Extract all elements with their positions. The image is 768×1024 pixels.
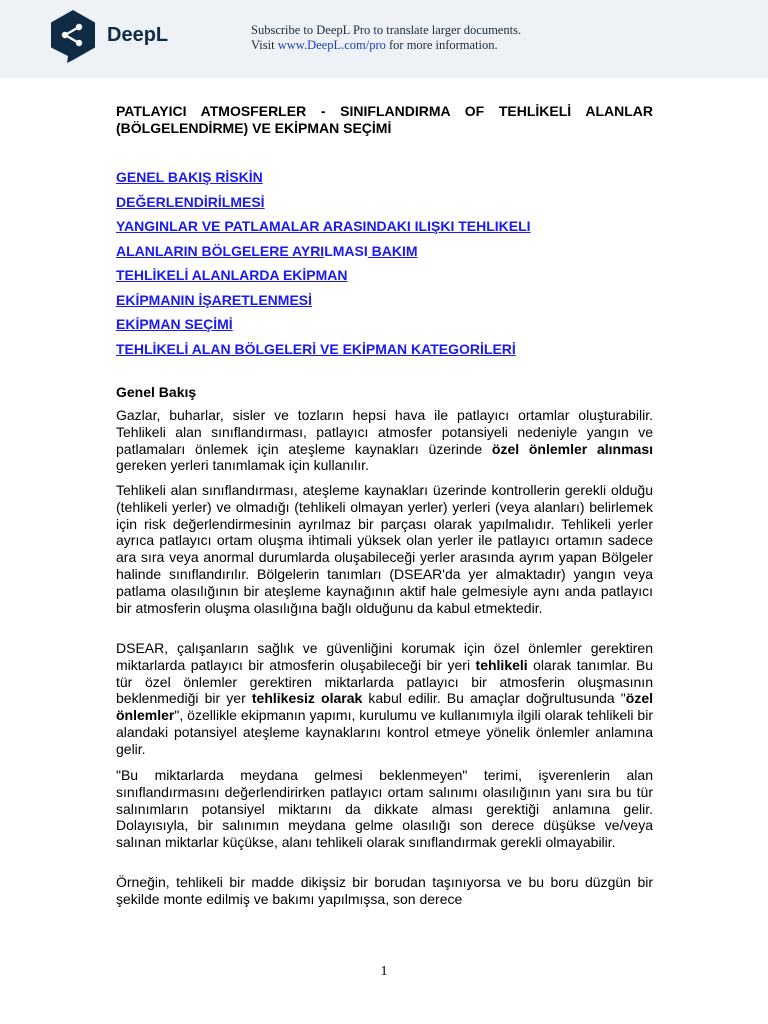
toc-link-unlinked: LMASI	[324, 242, 368, 259]
toc-item[interactable]	[116, 337, 676, 362]
toc-link[interactable]: TEHLİKELİ ALANLARDA EKİPMAN	[116, 267, 348, 283]
toc-link[interactable]: BAKIM	[367, 242, 418, 259]
toc-item[interactable]	[116, 263, 676, 288]
toc-item[interactable]	[116, 190, 676, 215]
deepl-logo-icon	[48, 9, 98, 64]
bold-run: tehlikesiz olarak	[251, 690, 363, 707]
paragraph-5: Örneğin, tehlikeli bir madde dikişsiz bir borudan taşınıyorsa ve bu boru düzgün bir şekilde monte edilmiş ve bakımı yapılmışsa, son derece	[116, 874, 653, 907]
section-heading: Genel Bakış	[116, 384, 197, 400]
deepl-logo-text: DeepL	[107, 24, 169, 46]
toc-item[interactable]	[116, 165, 676, 190]
text-run: gereken yerleri tanımlamak için kullanılır.	[116, 457, 369, 474]
bold-run: özel önlemler	[116, 690, 654, 724]
toc-item[interactable]	[116, 288, 676, 313]
deepl-pro-link[interactable]: www.DeepL.com/pro	[277, 38, 386, 52]
toc-link[interactable]: TEHLİKELİ ALAN BÖLGELERİ VE EKİPMAN KATEGORİLERİ	[116, 340, 516, 357]
paragraph-2: Tehlikeli alan sınıflandırması, ateşleme kaynakları üzerinde kontrollerin gerekli olduğu (tehlikeli yerler) ve olmadığı (tehlikeli olmayan yerler) yerleri (veya alanları) belirlemek için risk değerlendirmesinin ayrılmaz bir parçası olarak yapılmalıdır. Tehlikeli yerler ayrıca patlayıcı ortam oluşma ihtimali yüksek olan yerler ile patlayıcı ortamın sadece ara sıra veya anormal durumlarda oluşabileceği yerler arasında ayrım yapan Bölgeler halinde sınıflandırılır. Bölgelerin tanımları (DSEAR'da yer almaktadır) yangın veya patlama olasılığının bir ateşleme kaynağının aktif hale gelmesiyle aynı anda patlayıcı bir atmosferin oluşma olasılığına bağlı olduğunu da kabul etmektedir.	[116, 482, 653, 616]
deepl-banner	[0, 0, 768, 78]
text-run: ", özellikle ekipmanın yapımı, kurulumu ve kullanımıyla ilgili olarak tehlikeli bir alandaki potansiyel ateşleme kaynaklarını kontrol etmeye yönelik önlemler anlamına gelir.	[116, 707, 653, 757]
paragraph-3	[116, 640, 653, 758]
text-run: Gazlar, buharlar, sisler ve tozların hepsi hava ile patlayıcı ortamlar oluşturabilir. Tehlikeli alan sınıflandırması, patlayıcı atmosfer potansiyeli nedeniyle yangın ve patlamaları önlemek için ateşleme kaynakları üzerinde	[116, 407, 653, 457]
promo-suffix: for more information.	[385, 38, 498, 52]
bold-run: tehlikeli	[475, 656, 528, 673]
text-run: olarak tanımlar. Bu tür özel önlemler gerektiren miktarlarda patlayıcı bir atmosferin oluşmasının beklenmediği bir yer	[116, 656, 653, 707]
paragraph-1	[116, 407, 653, 474]
text-run: DSEAR, çalışanların sağlık ve güvenliğini korumak için özel önlemler gerektiren miktarlarda patlayıcı bir atmosferin oluşabileceği bir yeri	[116, 640, 653, 673]
toc-item[interactable]	[116, 214, 676, 239]
toc-link[interactable]: GENEL BAKIŞ RİSKİN	[116, 169, 263, 185]
toc-link[interactable]: ALANLARIN BÖLGELERE AYRI	[116, 242, 325, 259]
toc-link[interactable]: EKİPMANIN İŞARETLENMESİ	[116, 291, 313, 308]
toc-link[interactable]: YANGINLAR VE PATLAMALAR ARASINDAKI ILIŞKI TEHLIKELI	[116, 218, 531, 234]
promo-line-2	[251, 38, 731, 53]
page-number: 1	[380, 964, 388, 979]
promo-line-1: Subscribe to DeepL Pro to translate larger documents.	[251, 23, 522, 37]
bold-run: özel önlemler alınması	[491, 440, 653, 457]
toc-item[interactable]	[116, 312, 676, 337]
toc-item[interactable]	[116, 239, 676, 264]
toc-link[interactable]: EKİPMAN SEÇİMİ	[116, 316, 233, 332]
document-title: PATLAYICI ATMOSFERLER - SINIFLANDIRMA OF TEHLİKELİ ALANLAR (BÖLGELENDİRME) VE EKİPMAN SEÇİMİ	[116, 103, 653, 136]
promo-prefix: Visit	[251, 38, 278, 52]
table-of-contents	[116, 165, 676, 361]
paragraph-4: "Bu miktarlarda meydana gelmesi beklenmeyen" terimi, işverenlerin alan sınıflandırmasını değerlendirirken patlayıcı ortam salınımı olasılığının yanı sıra bu tür salınımların potansiyel miktarını da dikkate alması gerektiği anlamına gelir. Dolayısıyla, bir salınımın meydana gelme olasılığı son derece düşükse ve/veya salınan miktarlar küçükse, alanı tehlikeli olarak sınıflandırmak gerekli olmayabilir.	[116, 767, 653, 851]
promo-text	[251, 23, 731, 53]
toc-link[interactable]: DEĞERLENDİRİLMESİ	[116, 193, 265, 210]
text-run: kabul edilir. Bu amaçlar doğrultusunda "	[362, 690, 626, 707]
